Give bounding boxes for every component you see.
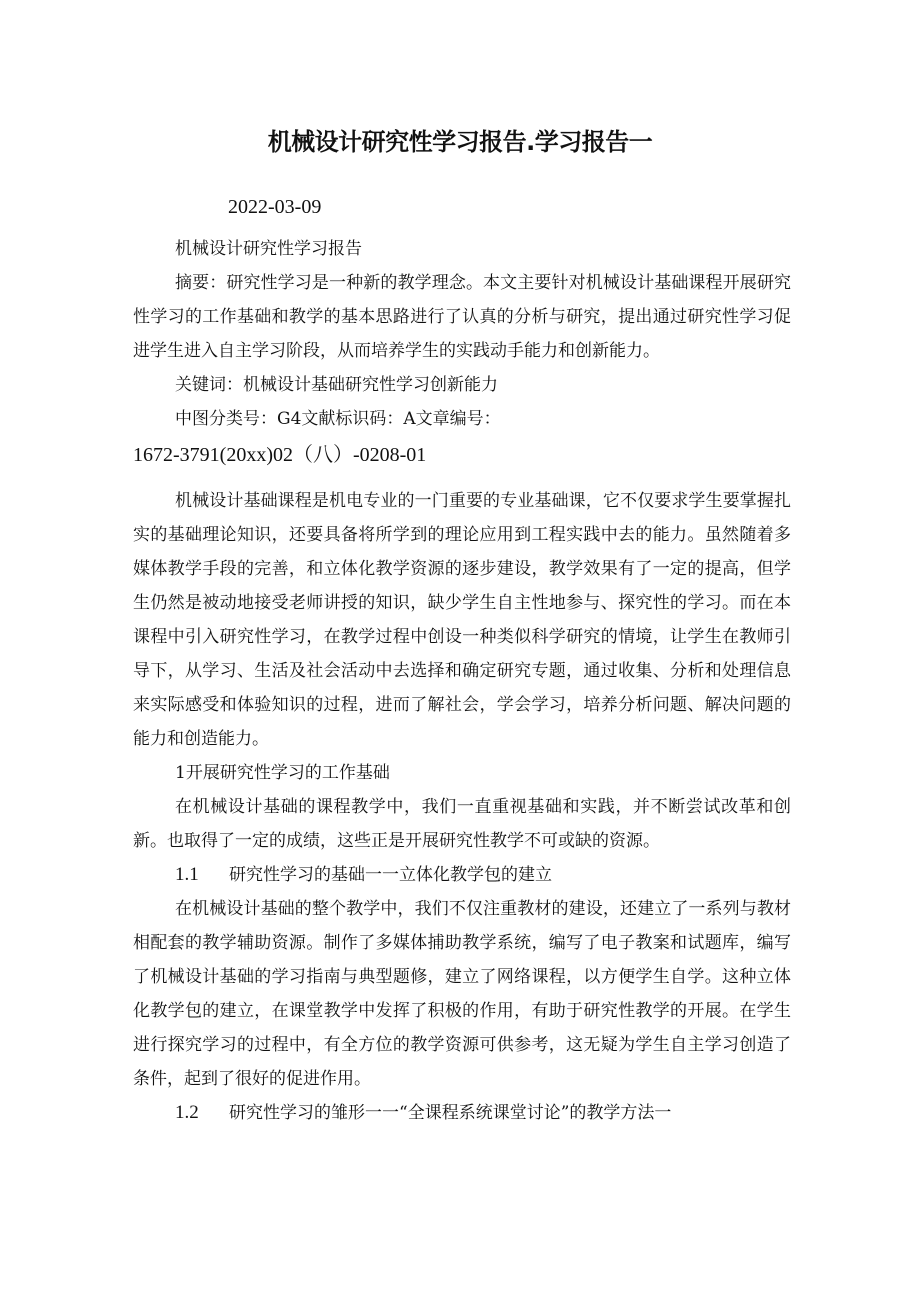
keywords-line: 关键词：机械设计基础研究性学习创新能力 bbox=[175, 375, 498, 395]
classification-line: 中图分类号：G4文献标识码：A文章编号： bbox=[175, 409, 501, 429]
abstract-paragraph: 摘要：研究性学习是一种新的教学理念。本文主要针对机械设计基础课程开展研究性学习的工作基础和教学的基本思路进行了认真的分析与研究，提出通过研究性学习促进学生进入自主学习阶段，从而培养学生的实践动手能力和创新能力。 bbox=[133, 273, 791, 361]
section-1-2-heading: 研究性学习的雏形一一“全课程系统课堂讨论”的教学方法一 bbox=[229, 1103, 672, 1123]
section-1-1-paragraph: 在机械设计基础的整个教学中，我们不仅注重教材的建设，还建立了一系列与教材相配套的教学辅助资源。制作了多媒体捕助教学系统，编写了电子教案和试题库，编写了机械设计基础的学习指南与典型题修，建立了网络课程，以方便学生自学。这种立体化教学包的建立，在课堂教学中发挥了积极的作用，有助于研究性教学的开展。在学生进行探究学习的过程中，有全方位的教学资源可供参考，这无疑为学生自主学习创造了条件，起到了很好的促进作用。 bbox=[133, 899, 791, 1089]
document-date: 2022-03-09 bbox=[228, 196, 322, 218]
section-1-1-number: 1.1 bbox=[175, 864, 199, 885]
spacer bbox=[133, 474, 791, 484]
document-body bbox=[133, 232, 791, 1130]
intro-paragraph: 机械设计基础课程是机电专业的一门重要的专业基础课，它不仅要求学生要掌握扎实的基础理论知识，还要具备将所学到的理论应用到工程实践中去的能力。虽然随着多媒体教学手段的完善，和立体化教学资源的逐步建设，教学效果有了一定的提高，但学生仍然是被动地接受老师讲授的知识，缺少学生自主性地参与、探究性的学习。而在本课程中引入研究性学习，在教学过程中创设一种类似科学研究的情境，让学生在教师引导下，从学习、生活及社会活动中去选择和确定研究专题，通过收集、分析和处理信息来实际感受和体验知识的过程，进而了解社会，学会学习，培养分析问题、解决问题的能力和创造能力。 bbox=[133, 491, 791, 749]
section-1-paragraph: 在机械设计基础的课程教学中，我们一直重视基础和实践，并不断尝试改革和创新。也取得了一定的成绩，这些正是开展研究性教学不可或缺的资源。 bbox=[133, 797, 791, 851]
article-number: 1672-3791(20xx)02（八）-0208-01 bbox=[133, 444, 427, 466]
section-1-heading: 1开展研究性学习的工作基础 bbox=[175, 763, 390, 783]
section-1-2-heading-line bbox=[133, 1096, 791, 1130]
section-1-1-heading: 研究性学习的基础一一立体化教学包的建立 bbox=[229, 865, 552, 885]
document-subtitle: 机械设计研究性学习报告 bbox=[175, 239, 362, 259]
section-1-1-heading-line bbox=[133, 858, 791, 892]
section-1-2-number: 1.2 bbox=[175, 1102, 199, 1123]
document-title: 机械设计研究性学习报告.学习报告一 bbox=[267, 128, 653, 156]
